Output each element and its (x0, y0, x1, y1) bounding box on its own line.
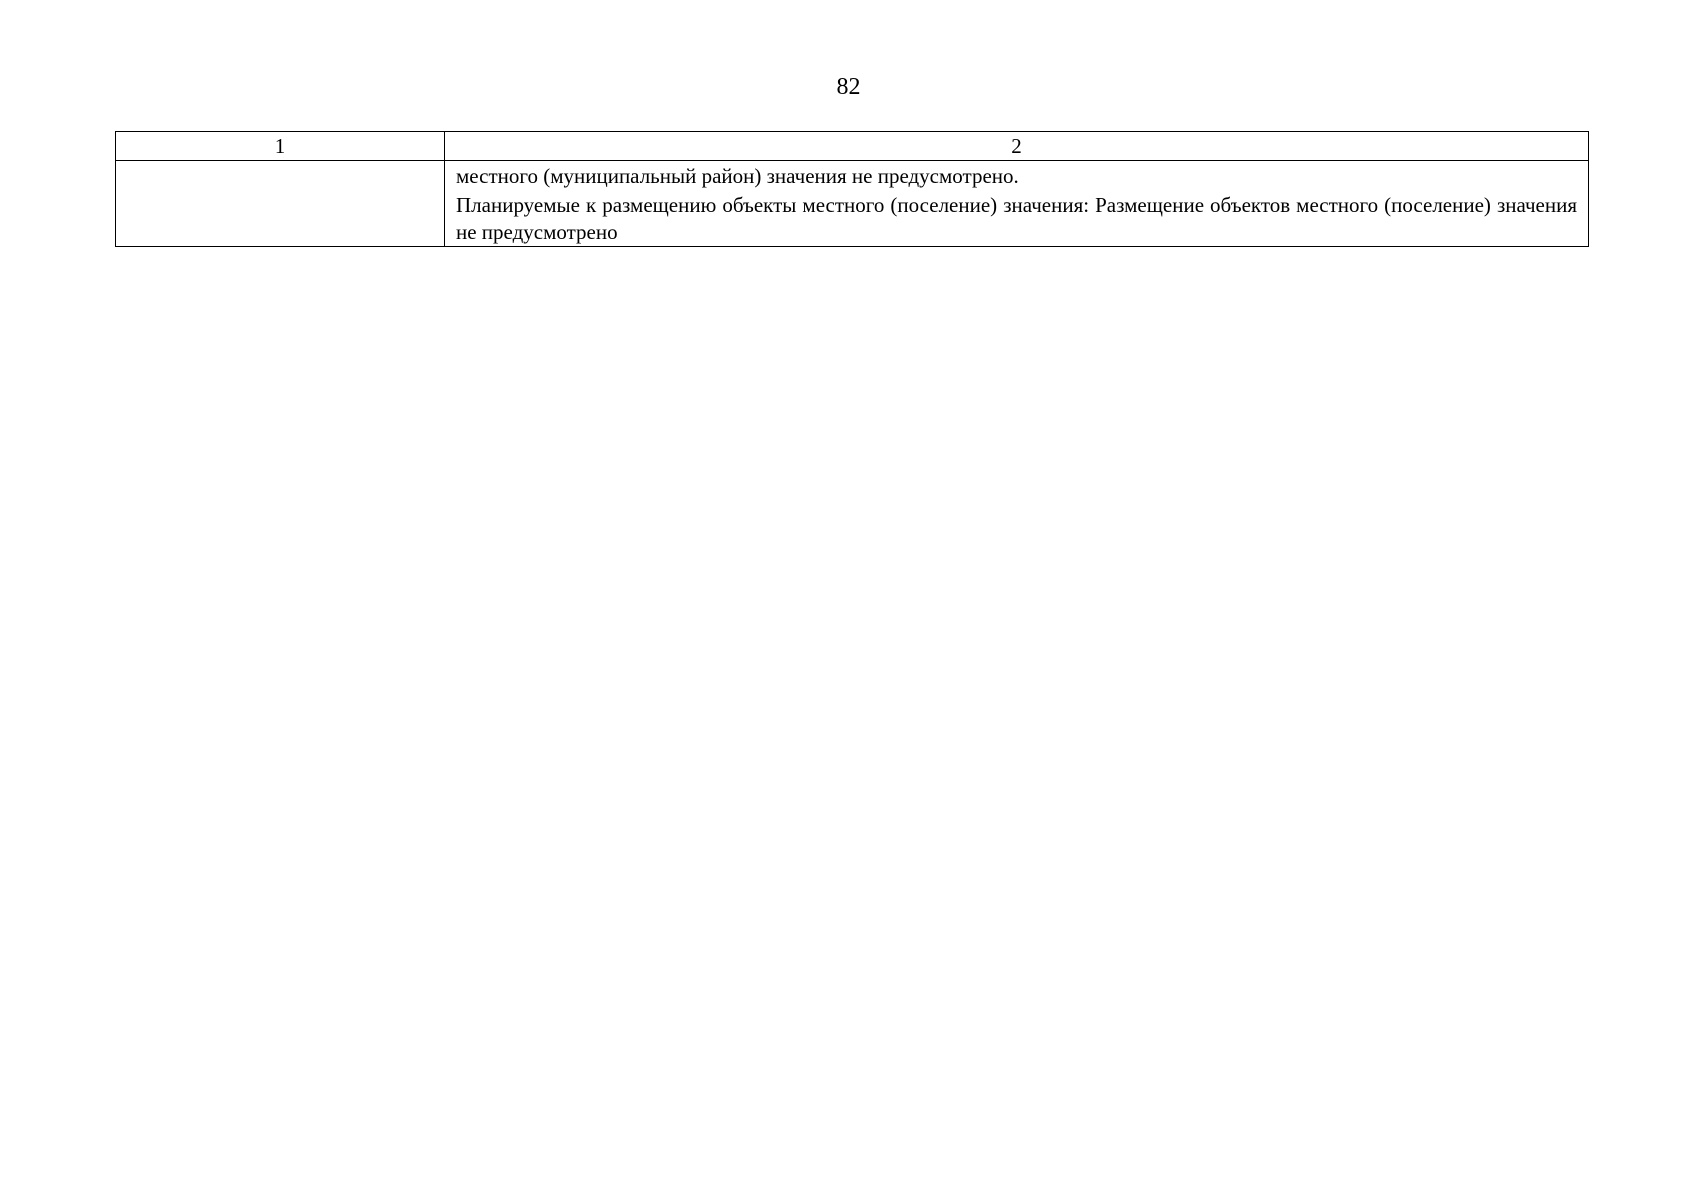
table-header-row (116, 132, 1589, 161)
page-number: 82 (836, 74, 861, 100)
cell-paragraph: местного (муниципальный район) значения не предусмотрено. (456, 164, 1019, 188)
table-cell-col1 (116, 161, 445, 247)
document-table (115, 131, 1589, 247)
column-header-2: 2 (445, 132, 1589, 161)
column-header-1: 1 (116, 132, 445, 161)
table-cell-col2 (445, 161, 1589, 247)
table-row (116, 161, 1589, 247)
cell-paragraph: Планируемые к размещению объекты местного (поселение) значения: Размещение объектов местного (поселение) значения не предусмотрено (456, 193, 1577, 244)
